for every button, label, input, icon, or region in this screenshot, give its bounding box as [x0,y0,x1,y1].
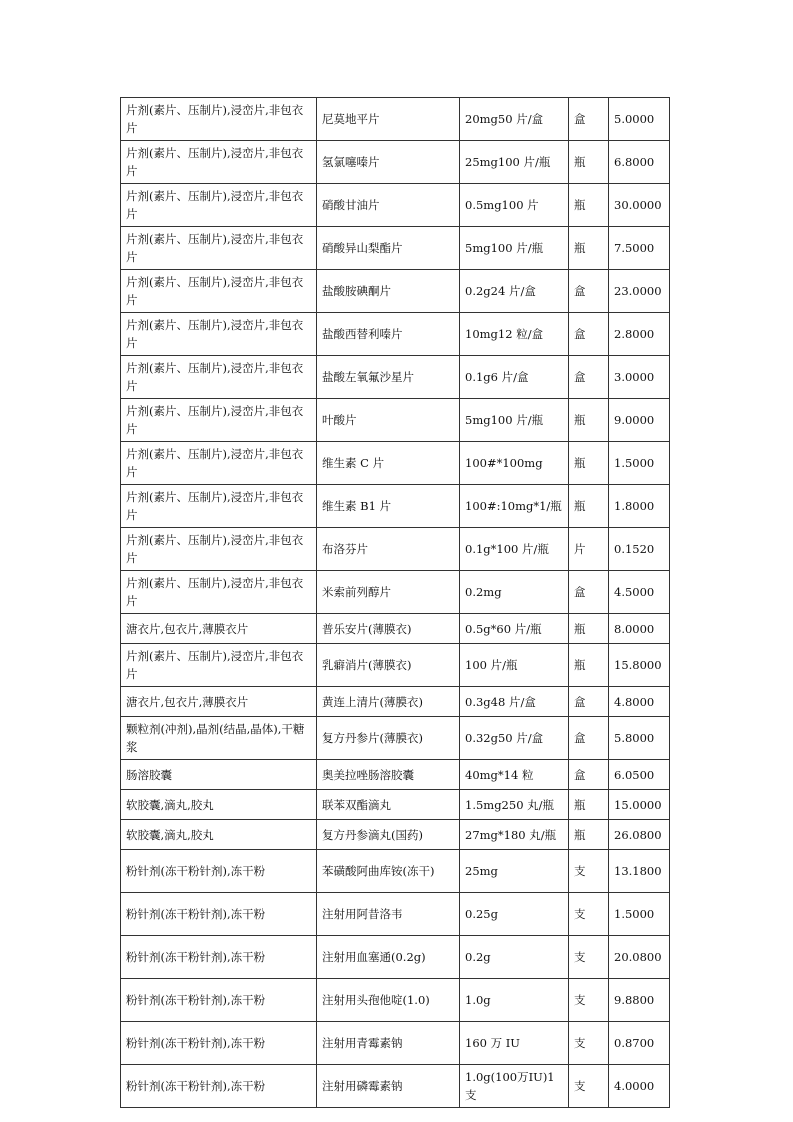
dosage-form-cell: 粉针剂(冻干粉针剂),冻干粉 [121,936,317,979]
unit-cell: 支 [569,1065,609,1108]
drug-name-cell: 复方丹参滴丸(国药) [317,820,460,850]
price-cell: 9.0000 [609,399,670,442]
specification-cell: 100#*100mg [460,442,569,485]
drug-name-cell: 联苯双酯滴丸 [317,790,460,820]
table-row [121,485,670,528]
price-cell: 0.1520 [609,528,670,571]
specification-cell: 25mg [460,850,569,893]
price-cell: 13.1800 [609,850,670,893]
specification-cell: 1.5mg250 丸/瓶 [460,790,569,820]
price-cell: 30.0000 [609,184,670,227]
specification-cell: 0.25g [460,893,569,936]
table-row [121,184,670,227]
table-row [121,227,670,270]
drug-name-cell: 盐酸西替利嗪片 [317,313,460,356]
price-cell: 3.0000 [609,356,670,399]
table-row [121,614,670,644]
specification-cell: 5mg100 片/瓶 [460,399,569,442]
specification-cell: 20mg50 片/盒 [460,98,569,141]
dosage-form-cell: 片剂(素片、压制片),浸峦片,非包衣片 [121,528,317,571]
dosage-form-cell: 软胶囊,滴丸,胶丸 [121,820,317,850]
drug-name-cell: 注射用头孢他啶(1.0) [317,979,460,1022]
price-cell: 8.0000 [609,614,670,644]
unit-cell: 瓶 [569,227,609,270]
price-cell: 6.8000 [609,141,670,184]
drug-name-cell: 硝酸异山梨酯片 [317,227,460,270]
table-row [121,893,670,936]
drug-name-cell: 布洛芬片 [317,528,460,571]
unit-cell: 盒 [569,270,609,313]
drug-name-cell: 米索前列醇片 [317,571,460,614]
dosage-form-cell: 粉针剂(冻干粉针剂),冻干粉 [121,1022,317,1065]
unit-cell: 支 [569,1022,609,1065]
specification-cell: 0.1g6 片/盒 [460,356,569,399]
dosage-form-cell: 颗粒剂(冲剂),晶剂(结晶,晶体),干糖浆 [121,717,317,760]
dosage-form-cell: 片剂(素片、压制片),浸峦片,非包衣片 [121,442,317,485]
drug-name-cell: 奥美拉唑肠溶胶囊 [317,760,460,790]
table-row [121,717,670,760]
unit-cell: 片 [569,528,609,571]
table-row [121,760,670,790]
dosage-form-cell: 溏衣片,包衣片,薄膜衣片 [121,614,317,644]
price-cell: 0.8700 [609,1022,670,1065]
dosage-form-cell: 片剂(素片、压制片),浸峦片,非包衣片 [121,644,317,687]
drug-name-cell: 黄连上清片(薄膜衣) [317,687,460,717]
unit-cell: 瓶 [569,644,609,687]
drug-name-cell: 尼莫地平片 [317,98,460,141]
dosage-form-cell: 片剂(素片、压制片),浸峦片,非包衣片 [121,356,317,399]
drug-name-cell: 硝酸甘油片 [317,184,460,227]
price-cell: 15.0000 [609,790,670,820]
drug-name-cell: 注射用青霉素钠 [317,1022,460,1065]
table-row [121,270,670,313]
specification-cell: 100#:10mg*1/瓶 [460,485,569,528]
unit-cell: 盒 [569,760,609,790]
specification-cell: 25mg100 片/瓶 [460,141,569,184]
dosage-form-cell: 粉针剂(冻干粉针剂),冻干粉 [121,1065,317,1108]
specification-cell: 0.3g48 片/盒 [460,687,569,717]
table-row [121,1065,670,1108]
price-cell: 2.8000 [609,313,670,356]
drug-name-cell: 维生素 C 片 [317,442,460,485]
specification-cell: 0.2mg [460,571,569,614]
table-row [121,399,670,442]
table-row [121,141,670,184]
drug-name-cell: 苯磺酸阿曲库铵(冻干) [317,850,460,893]
specification-cell: 27mg*180 丸/瓶 [460,820,569,850]
unit-cell: 盒 [569,571,609,614]
price-cell: 6.0500 [609,760,670,790]
specification-cell: 1.0g [460,979,569,1022]
specification-cell: 0.32g50 片/盒 [460,717,569,760]
unit-cell: 瓶 [569,614,609,644]
table-row [121,850,670,893]
specification-cell: 160 万 IU [460,1022,569,1065]
price-cell: 5.0000 [609,98,670,141]
drug-price-table [120,97,670,1108]
specification-cell: 0.1g*100 片/瓶 [460,528,569,571]
specification-cell: 100 片/瓶 [460,644,569,687]
price-cell: 1.8000 [609,485,670,528]
unit-cell: 瓶 [569,820,609,850]
table-row [121,313,670,356]
table-row [121,979,670,1022]
dosage-form-cell: 片剂(素片、压制片),浸峦片,非包衣片 [121,227,317,270]
table-body [121,98,670,1108]
drug-name-cell: 氢氯噻嗪片 [317,141,460,184]
dosage-form-cell: 片剂(素片、压制片),浸峦片,非包衣片 [121,485,317,528]
price-cell: 23.0000 [609,270,670,313]
unit-cell: 瓶 [569,141,609,184]
price-cell: 7.5000 [609,227,670,270]
unit-cell: 支 [569,936,609,979]
specification-cell: 1.0g(100万IU)1 支 [460,1065,569,1108]
drug-name-cell: 注射用阿昔洛韦 [317,893,460,936]
unit-cell: 盒 [569,356,609,399]
table-row [121,1022,670,1065]
price-cell: 20.0800 [609,936,670,979]
dosage-form-cell: 肠溶胶囊 [121,760,317,790]
unit-cell: 瓶 [569,442,609,485]
table-row [121,644,670,687]
unit-cell: 盒 [569,98,609,141]
table-row [121,442,670,485]
drug-name-cell: 普乐安片(薄膜衣) [317,614,460,644]
unit-cell: 盒 [569,717,609,760]
table-row [121,687,670,717]
drug-name-cell: 复方丹参片(薄膜衣) [317,717,460,760]
price-cell: 26.0800 [609,820,670,850]
unit-cell: 瓶 [569,790,609,820]
price-cell: 4.8000 [609,687,670,717]
unit-cell: 盒 [569,687,609,717]
unit-cell: 支 [569,893,609,936]
drug-name-cell: 乳癖消片(薄膜衣) [317,644,460,687]
price-cell: 1.5000 [609,893,670,936]
price-cell: 15.8000 [609,644,670,687]
price-cell: 5.8000 [609,717,670,760]
dosage-form-cell: 粉针剂(冻干粉针剂),冻干粉 [121,850,317,893]
price-cell: 1.5000 [609,442,670,485]
price-cell: 4.5000 [609,571,670,614]
specification-cell: 40mg*14 粒 [460,760,569,790]
price-cell: 9.8800 [609,979,670,1022]
unit-cell: 支 [569,979,609,1022]
specification-cell: 0.2g24 片/盒 [460,270,569,313]
table-row [121,528,670,571]
unit-cell: 盒 [569,313,609,356]
dosage-form-cell: 片剂(素片、压制片),浸峦片,非包衣片 [121,141,317,184]
specification-cell: 0.5mg100 片 [460,184,569,227]
dosage-form-cell: 片剂(素片、压制片),浸峦片,非包衣片 [121,270,317,313]
drug-name-cell: 盐酸胺碘酮片 [317,270,460,313]
dosage-form-cell: 片剂(素片、压制片),浸峦片,非包衣片 [121,571,317,614]
table-row [121,98,670,141]
unit-cell: 瓶 [569,184,609,227]
dosage-form-cell: 片剂(素片、压制片),浸峦片,非包衣片 [121,98,317,141]
table-row [121,571,670,614]
dosage-form-cell: 溏衣片,包衣片,薄膜衣片 [121,687,317,717]
drug-name-cell: 注射用磷霉素钠 [317,1065,460,1108]
drug-name-cell: 盐酸左氧氟沙星片 [317,356,460,399]
dosage-form-cell: 粉针剂(冻干粉针剂),冻干粉 [121,893,317,936]
dosage-form-cell: 粉针剂(冻干粉针剂),冻干粉 [121,979,317,1022]
dosage-form-cell: 软胶囊,滴丸,胶丸 [121,790,317,820]
table-row [121,936,670,979]
dosage-form-cell: 片剂(素片、压制片),浸峦片,非包衣片 [121,399,317,442]
table-row [121,820,670,850]
drug-name-cell: 维生素 B1 片 [317,485,460,528]
table-row [121,790,670,820]
unit-cell: 支 [569,850,609,893]
specification-cell: 0.2g [460,936,569,979]
drug-name-cell: 注射用血塞通(0.2g) [317,936,460,979]
specification-cell: 5mg100 片/瓶 [460,227,569,270]
table-row [121,356,670,399]
specification-cell: 10mg12 粒/盒 [460,313,569,356]
unit-cell: 瓶 [569,399,609,442]
specification-cell: 0.5g*60 片/瓶 [460,614,569,644]
unit-cell: 瓶 [569,485,609,528]
price-cell: 4.0000 [609,1065,670,1108]
dosage-form-cell: 片剂(素片、压制片),浸峦片,非包衣片 [121,313,317,356]
dosage-form-cell: 片剂(素片、压制片),浸峦片,非包衣片 [121,184,317,227]
drug-name-cell: 叶酸片 [317,399,460,442]
